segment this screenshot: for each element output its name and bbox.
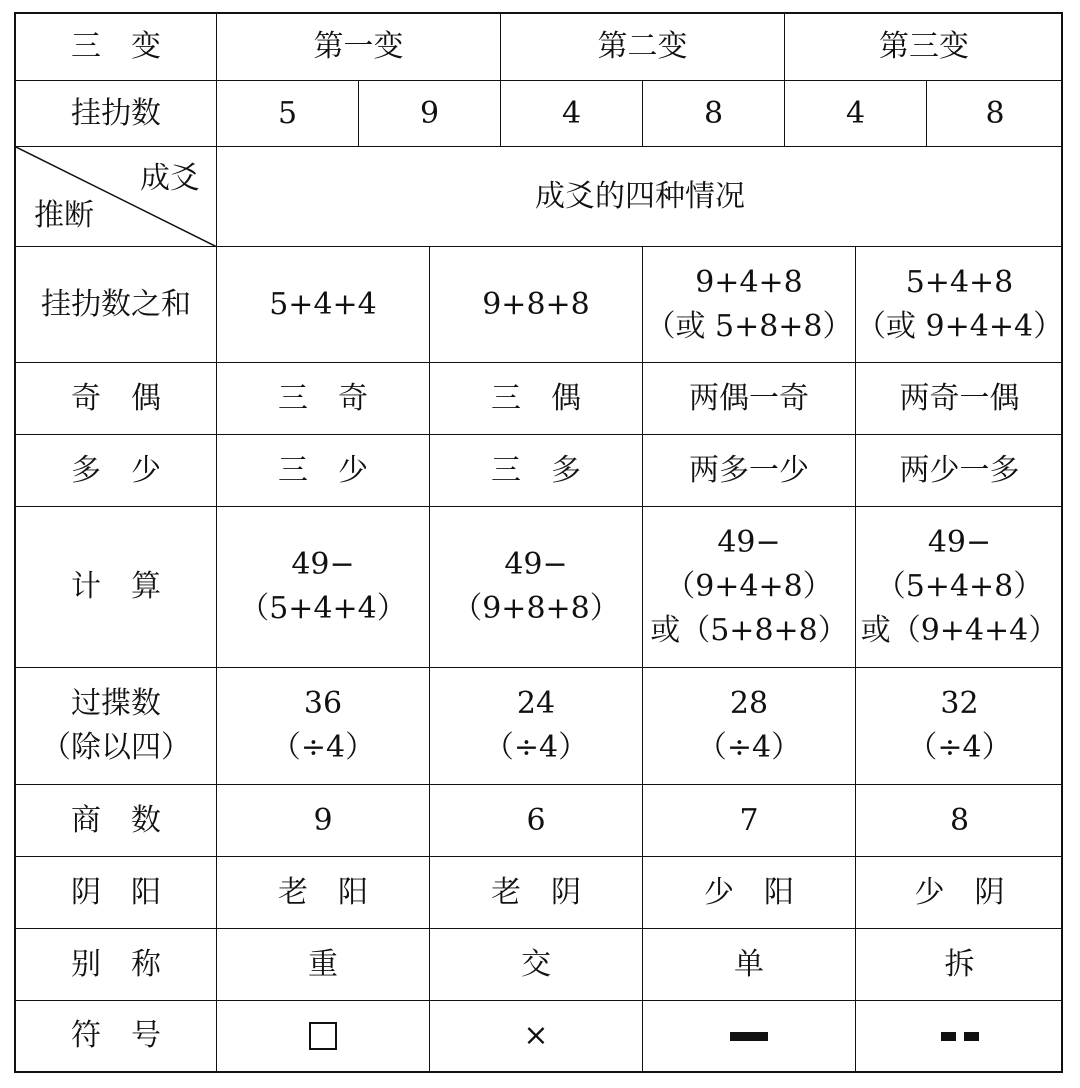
row-label-count: 过揲数 （除以四） <box>16 668 217 785</box>
cell-quotient: 7 <box>643 785 856 857</box>
cell-yinyang: 少 阴 <box>856 857 1063 929</box>
header-second-change: 第二变 <box>501 14 785 81</box>
diagonal-header-top: 成爻 <box>140 161 200 196</box>
cell-alias: 单 <box>643 929 856 1001</box>
header-label: 三 变 <box>16 14 217 81</box>
cell-calc: 49− （5+4+4） <box>217 507 430 668</box>
cell-calc: 49− （9+8+8） <box>430 507 643 668</box>
yarrow-divination-table <box>14 12 1063 1073</box>
cell-quotient: 8 <box>856 785 1063 857</box>
cell-count: 28 （÷4） <box>643 668 856 785</box>
cell-sum: 9+4+8 （或 5+8+8） <box>643 247 856 363</box>
cell-amount: 两多一少 <box>643 435 856 507</box>
square-icon <box>309 1022 337 1050</box>
diagonal-header-bottom: 推断 <box>34 198 94 233</box>
yang-line-icon <box>730 1032 768 1041</box>
row-label-quotient: 商 数 <box>16 785 217 857</box>
cross-symbol: × <box>523 1018 549 1053</box>
cell-sum: 5+4+4 <box>217 247 430 363</box>
cell-count: 36 （÷4） <box>217 668 430 785</box>
cell-parity: 两偶一奇 <box>643 363 856 435</box>
row-label-parity: 奇 偶 <box>16 363 217 435</box>
cell-calc: 49− （5+4+8） 或（9+4+4） <box>856 507 1063 668</box>
cell-sum: 9+8+8 <box>430 247 643 363</box>
cell-symbol-yin <box>856 1001 1063 1071</box>
diagonal-header-cell <box>16 147 217 247</box>
cell-alias: 重 <box>217 929 430 1001</box>
guale-value: 4 <box>501 81 643 147</box>
cell-symbol-square <box>217 1001 430 1071</box>
cases-title: 成爻的四种情况 <box>217 147 1063 247</box>
cell-calc: 49− （9+4+8） 或（5+8+8） <box>643 507 856 668</box>
row-label-sum: 挂扐数之和 <box>16 247 217 363</box>
cell-amount: 两少一多 <box>856 435 1063 507</box>
row-label-yinyang: 阴 阳 <box>16 857 217 929</box>
cell-symbol-yang <box>643 1001 856 1071</box>
guale-label: 挂扐数 <box>16 81 217 147</box>
row-label-alias: 别 称 <box>16 929 217 1001</box>
cell-sum: 5+4+8 （或 9+4+4） <box>856 247 1063 363</box>
cell-quotient: 9 <box>217 785 430 857</box>
yin-line-icon <box>941 1032 979 1041</box>
guale-value: 4 <box>785 81 927 147</box>
cell-parity: 三 偶 <box>430 363 643 435</box>
cell-yinyang: 少 阳 <box>643 857 856 929</box>
cell-symbol-cross <box>430 1001 643 1071</box>
row-label-calc: 计 算 <box>16 507 217 668</box>
cell-parity: 三 奇 <box>217 363 430 435</box>
cell-yinyang: 老 阴 <box>430 857 643 929</box>
guale-value: 8 <box>927 81 1063 147</box>
cell-alias: 交 <box>430 929 643 1001</box>
cell-amount: 三 多 <box>430 435 643 507</box>
cell-yinyang: 老 阳 <box>217 857 430 929</box>
cell-count: 24 （÷4） <box>430 668 643 785</box>
cell-alias: 拆 <box>856 929 1063 1001</box>
row-label-amount: 多 少 <box>16 435 217 507</box>
guale-value: 9 <box>359 81 501 147</box>
guale-value: 8 <box>643 81 785 147</box>
cell-parity: 两奇一偶 <box>856 363 1063 435</box>
guale-value: 5 <box>217 81 359 147</box>
row-label-symbol: 符 号 <box>16 1001 217 1071</box>
cell-quotient: 6 <box>430 785 643 857</box>
cell-amount: 三 少 <box>217 435 430 507</box>
cell-count: 32 （÷4） <box>856 668 1063 785</box>
header-third-change: 第三变 <box>785 14 1063 81</box>
header-first-change: 第一变 <box>217 14 501 81</box>
